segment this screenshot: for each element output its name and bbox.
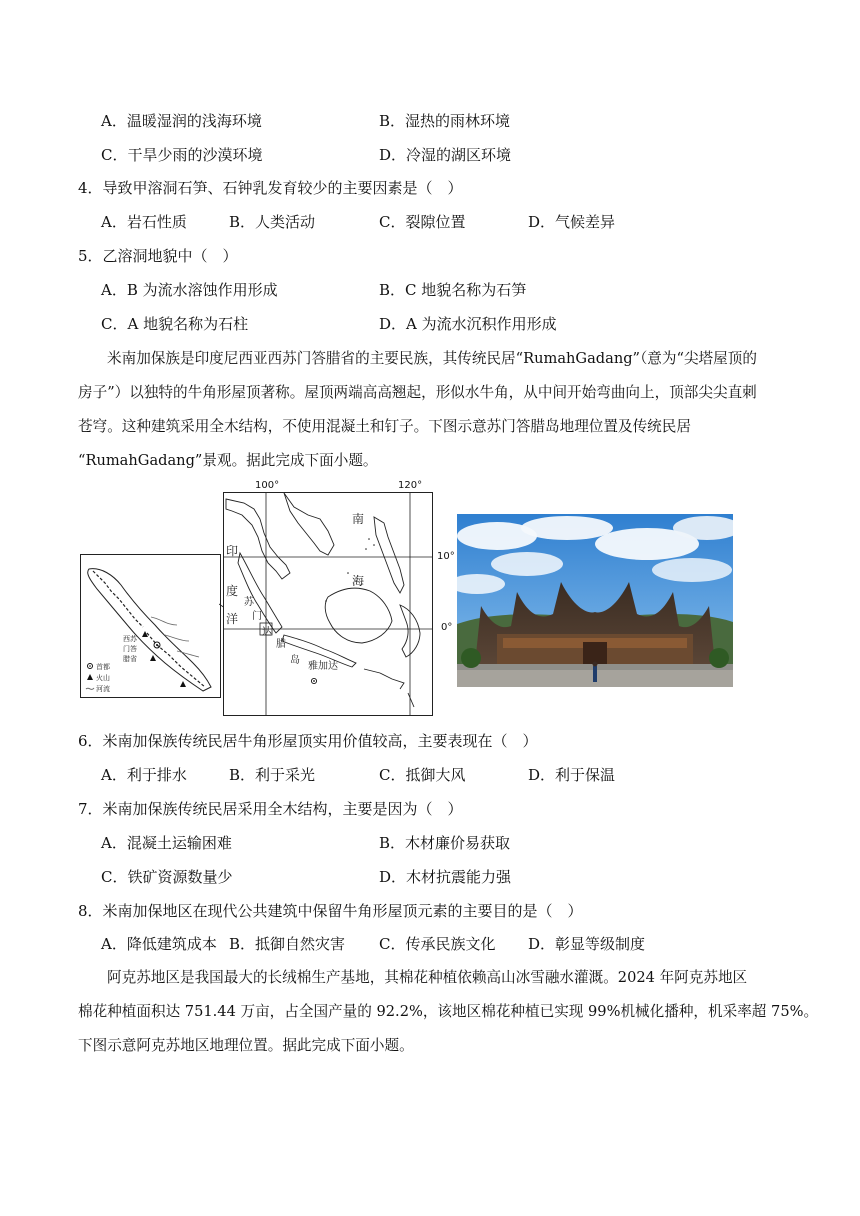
map-label-dao: 岛 [290, 655, 300, 666]
q8-option-b: B．抵御自然灾害 [229, 935, 346, 953]
lon-100-label: 100° [255, 480, 280, 491]
q7-stem: 7．米南加保族传统民居采用全木结构，主要是因为（ ） [78, 800, 463, 818]
map-label-jakarta: 雅加达 [308, 661, 338, 672]
q8-option-c: C．传承民族文化 [379, 935, 496, 953]
q6-option-b: B．利于采光 [229, 766, 316, 784]
q5-option-c: C．A 地貌名称为石柱 [101, 315, 249, 333]
q4-option-c: C．裂隙位置 [379, 213, 466, 231]
map-label-du: 度 [226, 584, 239, 598]
passage2-line1: 阿克苏地区是我国最大的长绒棉生产基地，其棉花种植依赖高山冰雪融水灌溉。2024 年阿克苏地区 [107, 969, 748, 986]
map-label-men: 门 [252, 611, 262, 622]
q6-option-a: A．利于排水 [101, 766, 187, 784]
map-label-su: 苏 [244, 597, 254, 608]
map-label-nan: 南 [352, 512, 365, 526]
q8-option-a: A．降低建筑成本 [101, 935, 217, 953]
q6-stem: 6．米南加保族传统民居牛角形屋顶实用价值较高，主要表现在（ ） [78, 732, 538, 750]
passage2-line2: 棉花种植面积达 751.44 万亩，占全国产量的 92.2%，该地区棉花种植已实现 99%机械化播种，机采率超 75%。 [78, 1003, 819, 1020]
q6-option-c: C．抵御大风 [379, 766, 466, 784]
q4-option-d: D．气候差异 [528, 213, 616, 231]
passage1-line2: 房子”）以独特的牛角形屋顶著称。屋顶两端高高翘起，形似水牛角，从中间开始弯曲向上，顶部尖尖直刺 [78, 384, 757, 401]
q7-option-a: A．混凝土运输困难 [101, 834, 232, 852]
q4-option-a: A．岩石性质 [101, 213, 187, 231]
q5-stem: 5．乙溶洞地貌中（ ） [78, 247, 238, 265]
inset-province-label-2: 门答 [123, 645, 137, 653]
q4-stem: 4．导致甲溶洞石笋、石钟乳发育较少的主要因素是（ ） [78, 179, 463, 197]
q3-option-c: C．干旱少雨的沙漠环境 [101, 146, 263, 164]
rumah-gadang-photo [457, 514, 733, 687]
q8-option-d: D．彰显等级制度 [528, 935, 646, 953]
q4-option-b: B．人类活动 [229, 213, 316, 231]
q5-option-d: D．A 为流水沉积作用形成 [379, 315, 557, 333]
lat-0-label: 0° [441, 622, 453, 633]
passage1-line3: 苍穹。这种建筑采用全木结构，不使用混凝土和钉子。下图示意苏门答腊岛地理位置及传统民居 [78, 418, 691, 435]
q7-option-c: C．铁矿资源数量少 [101, 868, 233, 886]
q3-option-b: B．湿热的雨林环境 [379, 112, 511, 130]
q5-option-a: A．B 为流水溶蚀作用形成 [101, 281, 278, 299]
sumatra-inset-map [80, 554, 221, 698]
lon-120-label: 120° [398, 480, 423, 491]
q6-option-d: D．利于保温 [528, 766, 616, 784]
passage1-line4: “RumahGadang”景观。据此完成下面小题。 [78, 452, 378, 469]
legend-volcano-label: 火山 [96, 674, 110, 682]
map-label-la: 腊 [276, 639, 286, 650]
q7-option-d: D．木材抗震能力强 [379, 868, 512, 886]
passage2-line3: 下图示意阿克苏地区地理位置。据此完成下面小题。 [78, 1037, 414, 1054]
inset-province-label-1: 西苏 [123, 635, 137, 643]
map-label-da: 达 [262, 627, 272, 638]
region-map [223, 492, 433, 716]
map-label-yin: 印 [226, 544, 239, 558]
legend-capital-label: 首都 [96, 663, 110, 671]
map-label-hai: 海 [352, 574, 365, 588]
lat-10-label: 10° [437, 551, 455, 562]
passage1-line1: 米南加保族是印度尼西亚西苏门答腊省的主要民族，其传统民居“RumahGadang”（意为“尖塔屋顶的 [107, 350, 757, 367]
legend-river-label: 河流 [96, 685, 110, 693]
inset-province-label-3: 腊省 [123, 655, 137, 663]
q5-option-b: B．C 地貌名称为石笋 [379, 281, 527, 299]
q8-stem: 8．米南加保地区在现代公共建筑中保留牛角形屋顶元素的主要目的是（ ） [78, 902, 583, 920]
q3-option-a: A．温暖湿润的浅海环境 [101, 112, 262, 130]
q7-option-b: B．木材廉价易获取 [379, 834, 511, 852]
q3-option-d: D．冷湿的湖区环境 [379, 146, 512, 164]
map-label-yang: 洋 [226, 612, 239, 626]
